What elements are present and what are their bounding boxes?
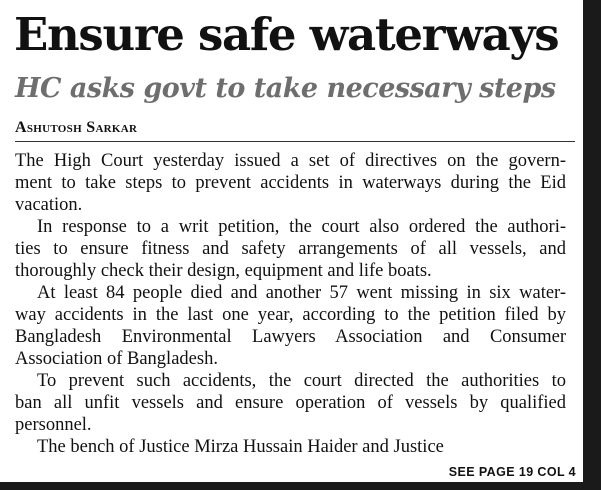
- text-line: The High Court yesterday issued a set of directives on the govern-: [15, 151, 566, 171]
- headline: Ensure safe waterways: [14, 8, 559, 61]
- text-line: personnel.: [15, 415, 92, 435]
- paragraph: [15, 436, 581, 458]
- text-line: In response to a writ petition, the court also ordered the authori-: [37, 217, 566, 237]
- continuation-note: SEE PAGE 19 COL 4: [448, 465, 576, 479]
- text-line: thoroughly check their design, equipment and life boats.: [15, 261, 432, 281]
- text-line: The bench of Justice Mirza Hussain Haider and Justice: [37, 437, 444, 457]
- text-line: To prevent such accidents, the court directed the authorities to: [37, 371, 566, 391]
- text-line: Bangladesh Environmental Lawyers Association and Consumer: [15, 327, 566, 347]
- paragraph: [15, 150, 581, 216]
- subheadline: HC asks govt to take necessary steps: [15, 73, 556, 104]
- text-line: Association of Bangladesh.: [15, 349, 218, 369]
- paragraph: [15, 282, 581, 370]
- text-line: At least 84 people died and another 57 went missing in six water-: [37, 283, 566, 303]
- paragraph: [15, 370, 581, 436]
- article-body: [15, 150, 581, 458]
- text-line: ties to ensure fitness and safety arrangements of all vessels, and: [15, 239, 566, 259]
- text-line: ban all unfit vessels and ensure operation of vessels by qualified: [15, 393, 566, 413]
- byline: Ashutosh Sarkar: [15, 119, 138, 136]
- byline-divider: [15, 141, 575, 142]
- text-line: ment to take steps to prevent accidents in waterways during the Eid: [15, 173, 566, 193]
- text-line: way accidents in the last one year, according to the petition filed by: [15, 305, 566, 325]
- paragraph: [15, 216, 581, 282]
- text-line: vacation.: [15, 195, 83, 215]
